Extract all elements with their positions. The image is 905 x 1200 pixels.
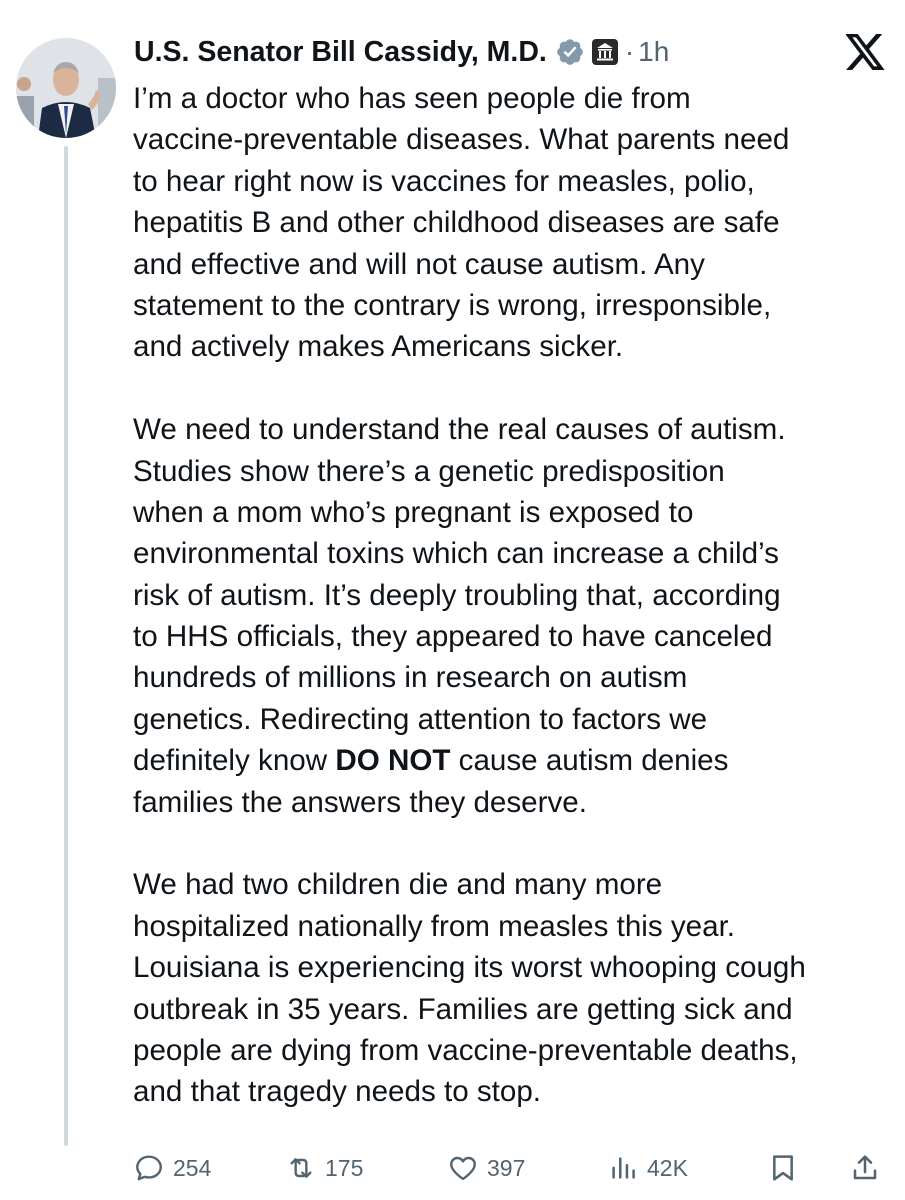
bookmark-icon [767,1152,799,1184]
text-line: We need to understand the real causes of autism. [133,413,786,447]
text-line: families the answers they deserve. [133,785,587,819]
text-line: and effective and will not cause autism. Any [133,247,705,281]
reply-icon [133,1152,165,1184]
text-segment: cause autism denies [450,744,729,778]
paragraph-gap [133,368,893,409]
header-separator: · [624,36,635,67]
tweet-header [134,30,669,74]
views-button[interactable] [607,1148,688,1188]
paragraph-gap [133,823,893,864]
text-segment: definitely know [133,744,336,778]
text-line: people are dying from vaccine-preventable deaths, [133,1033,798,1067]
heart-icon [447,1152,479,1184]
text-line: genetics. Redirecting attention to factors we [133,702,708,736]
text-line: hepatitis B and other childhood diseases are safe [133,206,780,240]
retweet-button[interactable] [285,1148,363,1188]
reply-button[interactable] [133,1148,211,1188]
bookmark-button[interactable] [767,1148,799,1188]
text-line: statement to the contrary is wrong, irresponsible, [133,288,772,322]
share-button[interactable] [849,1148,881,1188]
text-line: and that tragedy needs to stop. [133,1075,542,1109]
verified-badge-icon[interactable] [555,37,585,67]
avatar[interactable] [16,38,116,138]
text-line: outbreak in 35 years. Families are getting sick and [133,992,793,1026]
tweet-text [133,78,893,1113]
text-line: environmental toxins which can increase a child’s [133,537,779,571]
text-line-emphasis [133,740,893,781]
text-line: and actively makes Americans sicker. [133,330,624,364]
like-count: 397 [487,1154,526,1181]
text-line: Louisiana is experiencing its worst whooping cough [133,951,806,985]
text-line: hundreds of millions in research on autism [133,661,688,695]
retweet-count: 175 [325,1154,364,1181]
text-line: We had two children die and many more [133,868,663,902]
text-line: risk of autism. It’s deeply troubling that, according [133,578,781,612]
author-name[interactable]: U.S. Senator Bill Cassidy, M.D. [134,35,547,68]
like-button[interactable] [447,1148,525,1188]
views-count: 42K [647,1154,688,1181]
thread-line [64,146,68,1146]
text-line: Studies show there’s a genetic predisposition [133,454,725,488]
tweet-time[interactable]: 1h [638,36,670,67]
views-chart-icon [607,1152,639,1184]
text-line: to HHS officials, they appeared to have canceled [133,620,773,654]
text-line: to hear right now is vaccines for measles, polio, [133,164,755,198]
reply-count: 254 [173,1154,212,1181]
government-badge-icon[interactable] [591,38,619,66]
text-line: vaccine-preventable diseases. What parents need [133,123,790,157]
bold-emphasis: DO NOT [335,744,451,778]
x-logo-icon[interactable] [846,34,886,70]
tweet-actions [133,1148,893,1188]
text-line: I’m a doctor who has seen people die from [133,82,691,115]
share-icon [849,1152,881,1184]
text-line: when a mom who’s pregnant is exposed to [133,495,694,529]
text-line: hospitalized nationally from measles this year. [133,909,736,943]
retweet-icon [285,1152,317,1184]
